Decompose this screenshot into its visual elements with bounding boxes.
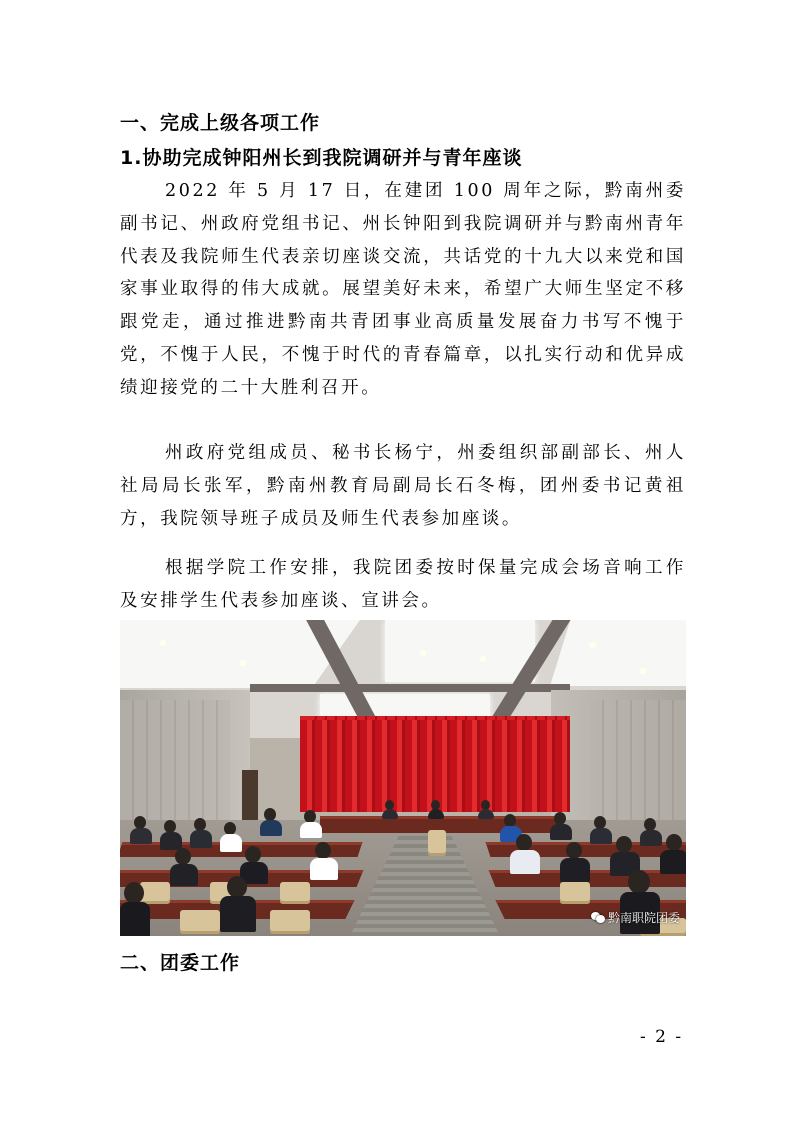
chair <box>280 882 310 904</box>
door <box>242 770 258 822</box>
ceiling-light <box>590 642 596 648</box>
chair <box>428 830 446 856</box>
wall-paneling <box>590 700 686 820</box>
ceiling-panel <box>550 620 686 686</box>
body-paragraph-1: 2022 年 5 月 17 日，在建团 100 周年之际，黔南州委副书记、州政府党组书记、州长钟阳到我院调研并与黔南州青年代表及我院师生代表亲切座谈交流，共话党的十九大以来党和国家事业取得的伟大成就。展望美好未来，希望广大师生坚定不移跟党走，通过推进黔南共青团事业高质量发展奋力书写不愧于党，不愧于人民，不愧于时代的青春篇章，以扎实行动和优异成绩迎接党的二十大胜利召开。 <box>120 181 686 398</box>
ceiling-panel <box>385 620 535 682</box>
ceiling-light <box>640 668 646 674</box>
watermark-text: 黔南职院团委 <box>607 911 680 925</box>
meeting-photo <box>120 620 686 936</box>
page-number: - 2 - <box>640 1027 684 1047</box>
chair <box>270 910 310 934</box>
section-heading-2: 二、团委工作 <box>120 952 241 974</box>
ceiling-light <box>160 640 166 646</box>
ceiling-light <box>480 656 486 662</box>
chair <box>180 910 220 934</box>
wall-paneling <box>120 700 230 820</box>
body-paragraph-3: 根据学院工作安排，我院团委按时保量完成会场音响工作及安排学生代表参加座谈、宣讲会。 <box>120 558 686 611</box>
ceiling-beam <box>250 684 570 692</box>
subsection-heading-1: 1.协助完成钟阳州长到我院调研并与青年座谈 <box>120 147 523 169</box>
wechat-icon <box>591 912 605 923</box>
section-heading-1: 一、完成上级各项工作 <box>120 112 321 134</box>
photo-watermark <box>591 909 680 926</box>
ceiling-light <box>420 650 426 656</box>
ceiling-light <box>240 660 246 666</box>
stage-curtain <box>300 720 570 812</box>
body-paragraph-2: 州政府党组成员、秘书长杨宁，州委组织部副部长、州人社局局长张军，黔南州教育局副局长石冬梅，团州委书记黄祖方，我院领导班子成员及师生代表参加座谈。 <box>120 443 686 529</box>
chair <box>560 882 590 904</box>
chair <box>140 882 170 904</box>
